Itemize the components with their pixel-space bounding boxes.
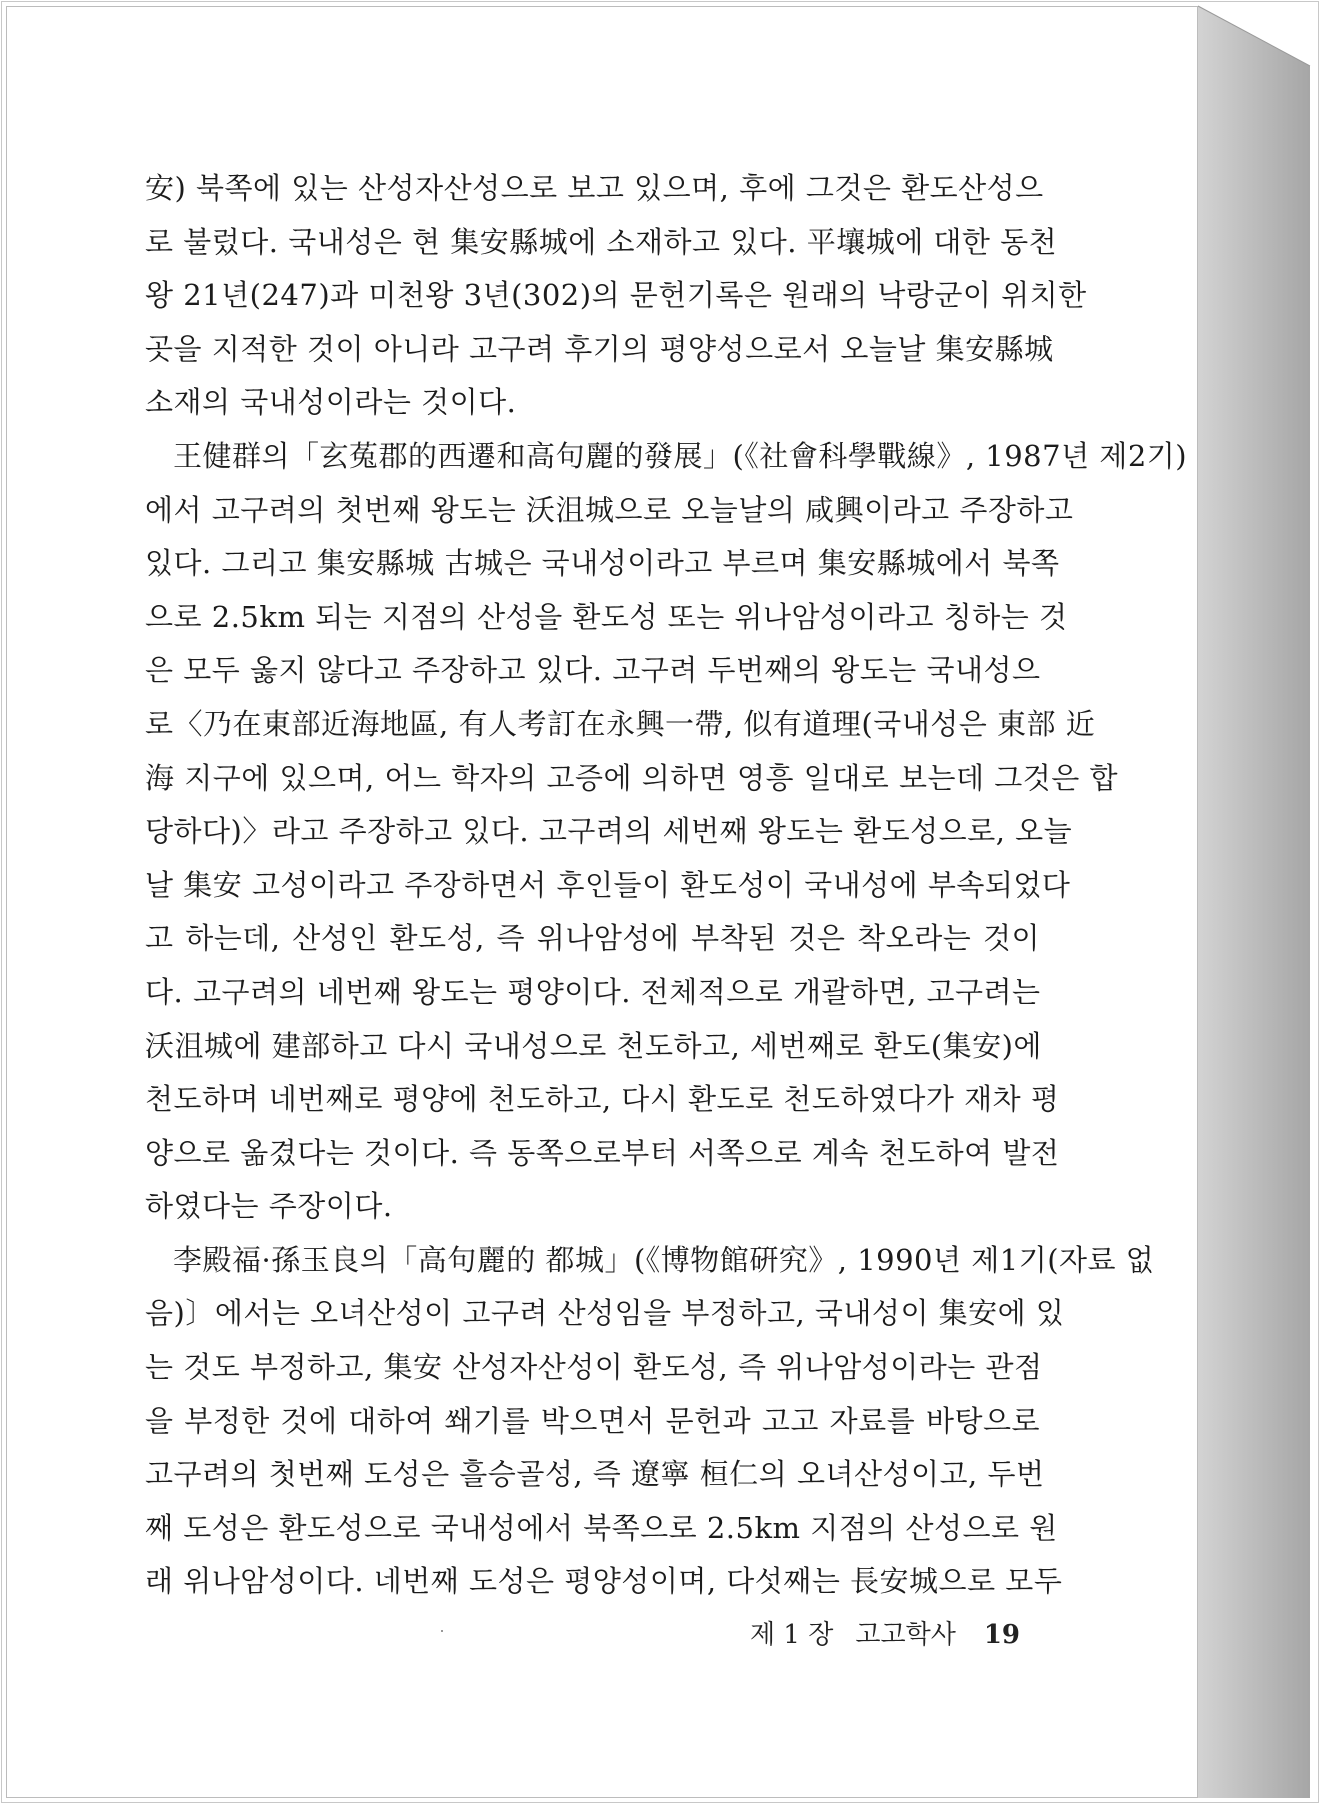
text-line: 安) 북쪽에 있는 산성자산성으로 보고 있으며, 후에 그것은 환도산성으: [145, 171, 1044, 205]
text-line: 소재의 국내성이라는 것이다.: [145, 385, 517, 420]
text-line: 沃沮城에 建部하고 다시 국내성으로 천도하고, 세번째로 환도(集安)에: [145, 1028, 1042, 1063]
text-line: 래 위나암성이다. 네번째 도성은 평양성이며, 다섯째는 長安城으로 모두: [145, 1564, 1063, 1599]
text-line: 로〈乃在東部近海地區, 有人考訂在永興一帶, 似有道理(국내성은 東部 近: [145, 706, 1096, 741]
text-line: 다. 고구려의 네번째 왕도는 평양이다. 전체적으로 개괄하면, 고구려는: [145, 974, 1041, 1009]
page-number: 19: [983, 1620, 1020, 1650]
text-line: 海 지구에 있으며, 어느 학자의 고증에 의하면 영흥 일대로 보는데 그것은 합: [145, 760, 1119, 795]
page-stack-edge: [1198, 6, 1318, 1798]
text-line: 에서 고구려의 첫번째 왕도는 沃沮城으로 오늘날의 咸興이라고 주장하고: [145, 492, 1074, 527]
page-footer: [700, 1614, 1020, 1651]
text-line: 李殿福·孫玉良의「高句麗的 都城」(《博物館硏究》, 1990년 제1기(자료 없: [173, 1242, 1155, 1277]
chapter-title: 고고학사: [855, 1620, 956, 1650]
text-line: 왕 21년(247)과 미천왕 3년(302)의 문헌기록은 원래의 낙랑군이 위치한: [145, 278, 1087, 313]
text-line: 있다. 그리고 集安縣城 古城은 국내성이라고 부르며 集安縣城에서 북쪽: [145, 546, 1060, 581]
chapter-label: 제 1 장: [750, 1620, 834, 1650]
text-line: 천도하며 네번째로 평양에 천도하고, 다시 환도로 천도하였다가 재차 평: [145, 1082, 1060, 1117]
text-line: 로 불렀다. 국내성은 현 集安縣城에 소재하고 있다. 平壤城에 대한 동천: [145, 224, 1058, 259]
text-line: 곳을 지적한 것이 아니라 고구려 후기의 평양성으로서 오늘날 集安縣城: [145, 331, 1054, 366]
body-text: [145, 162, 1188, 1609]
text-line: 하였다는 주장이다.: [145, 1189, 393, 1224]
text-line: 당하다)〉라고 주장하고 있다. 고구려의 세번째 왕도는 환도성으로, 오늘: [145, 814, 1073, 849]
text-line: 는 것도 부정하고, 集安 산성자산성이 환도성, 즉 위나암성이라는 관점: [145, 1350, 1043, 1385]
text-line: 王健群의「玄菟郡的西遷和高句麗的發展」(《社會科學戰線》, 1987년 제2기): [173, 438, 1188, 473]
text-line: 은 모두 옳지 않다고 주장하고 있다. 고구려 두번째의 왕도는 국내성으: [145, 653, 1041, 688]
text-line: 날 集安 고성이라고 주장하면서 후인들이 환도성이 국내성에 부속되었다: [145, 867, 1071, 902]
text-line: 양으로 옮겼다는 것이다. 즉 동쪽으로부터 서쪽으로 계속 천도하여 발전: [145, 1135, 1060, 1170]
text-line: 째 도성은 환도성으로 국내성에서 북쪽으로 2.5km 지점의 산성으로 원: [145, 1510, 1058, 1545]
text-line: 으로 2.5km 되는 지점의 산성을 환도성 또는 위나암성이라고 칭하는 것: [145, 599, 1068, 634]
text-line: 음)〕에서는 오녀산성이 고구려 산성임을 부정하고, 국내성이 集安에 있: [145, 1296, 1065, 1331]
text-line: 을 부정한 것에 대하여 쐐기를 박으면서 문헌과 고고 자료를 바탕으로: [145, 1403, 1040, 1438]
text-line: 고 하는데, 산성인 환도성, 즉 위나암성에 부착된 것은 착오라는 것이: [145, 921, 1040, 956]
text-line: 고구려의 첫번째 도성은 흘승골성, 즉 遼寧 桓仁의 오녀산성이고, 두번: [145, 1457, 1045, 1492]
scan-speck: [441, 1630, 443, 1632]
